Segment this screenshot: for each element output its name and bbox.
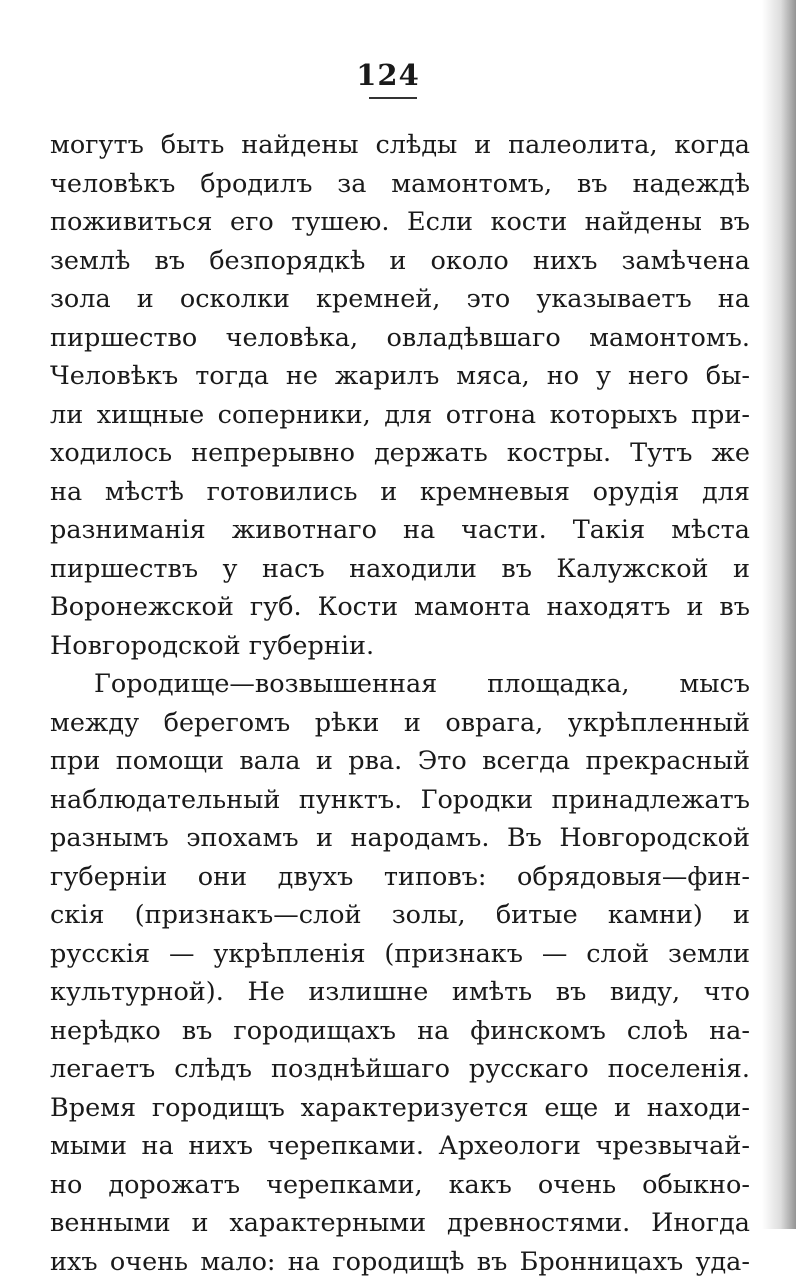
text-line: культурной). Не излишне имѣть въ виду, что	[50, 973, 750, 1012]
text-line: наблюдательный пунктъ. Городки принадлежатъ	[50, 781, 750, 820]
text-line: ходилось непрерывно держать костры. Тутъ же	[50, 434, 750, 473]
text-line: венными и характерными древностями. Иногда	[50, 1204, 750, 1243]
text-line: русскія — укрѣпленія (признакъ — слой земли	[50, 935, 750, 974]
text-line: мыми на нихъ черепками. Археологи чрезвычай-	[50, 1127, 750, 1166]
text-line: разниманія животнаго на части. Такія мѣста	[50, 511, 750, 550]
text-line: поживиться его тушею. Если кости найдены въ	[50, 203, 750, 242]
text-line: ихъ очень мало: на городищѣ въ Бронницахъ уда-	[50, 1243, 750, 1281]
text-line: могутъ быть найдены слѣды и палеолита, когда	[50, 126, 750, 165]
text-line: но дорожатъ черепками, какъ очень обыкно-	[50, 1166, 750, 1205]
body-text	[50, 126, 750, 1281]
text-line: разнымъ эпохамъ и народамъ. Въ Новгородской	[50, 819, 750, 858]
text-line: Новгородской губерніи.	[50, 627, 750, 666]
paragraph-first-line: Городище—возвышенная площадка, мысъ	[50, 665, 750, 704]
text-line: Человѣкъ тогда не жарилъ мяса, но у него бы-	[50, 357, 750, 396]
text-line: Воронежской губ. Кости мамонта находятъ и въ	[50, 588, 750, 627]
text-line: губерніи они двухъ типовъ: обрядовыя—фин-	[50, 858, 750, 897]
text-line: зола и осколки кремней, это указываетъ на	[50, 280, 750, 319]
text-line: пиршествъ у насъ находили въ Калужской и	[50, 550, 750, 589]
text-line: человѣкъ бродилъ за мамонтомъ, въ надеждѣ	[50, 165, 750, 204]
text-line: скія (признакъ—слой золы, битые камни) и	[50, 896, 750, 935]
text-line: легаетъ слѣдъ позднѣйшаго русскаго поселенія.	[50, 1050, 750, 1089]
text-line: землѣ въ безпорядкѣ и около нихъ замѣчена	[50, 242, 750, 281]
text-line: при помощи вала и рва. Это всегда прекрасный	[50, 742, 750, 781]
page-edge-shadow	[762, 0, 796, 1229]
page-number-rule	[369, 97, 417, 99]
page-number: 124	[0, 58, 786, 92]
text-line: на мѣстѣ готовились и кремневыя орудія для	[50, 473, 750, 512]
text-line: ли хищные соперники, для отгона которыхъ при-	[50, 396, 750, 435]
text-line: нерѣдко въ городищахъ на финскомъ слоѣ на-	[50, 1012, 750, 1051]
text-line: между берегомъ рѣки и оврага, укрѣпленный	[50, 704, 750, 743]
text-line: пиршество человѣка, овладѣвшаго мамонтомъ.	[50, 319, 750, 358]
text-line: Время городищъ характеризуется еще и находи-	[50, 1089, 750, 1128]
